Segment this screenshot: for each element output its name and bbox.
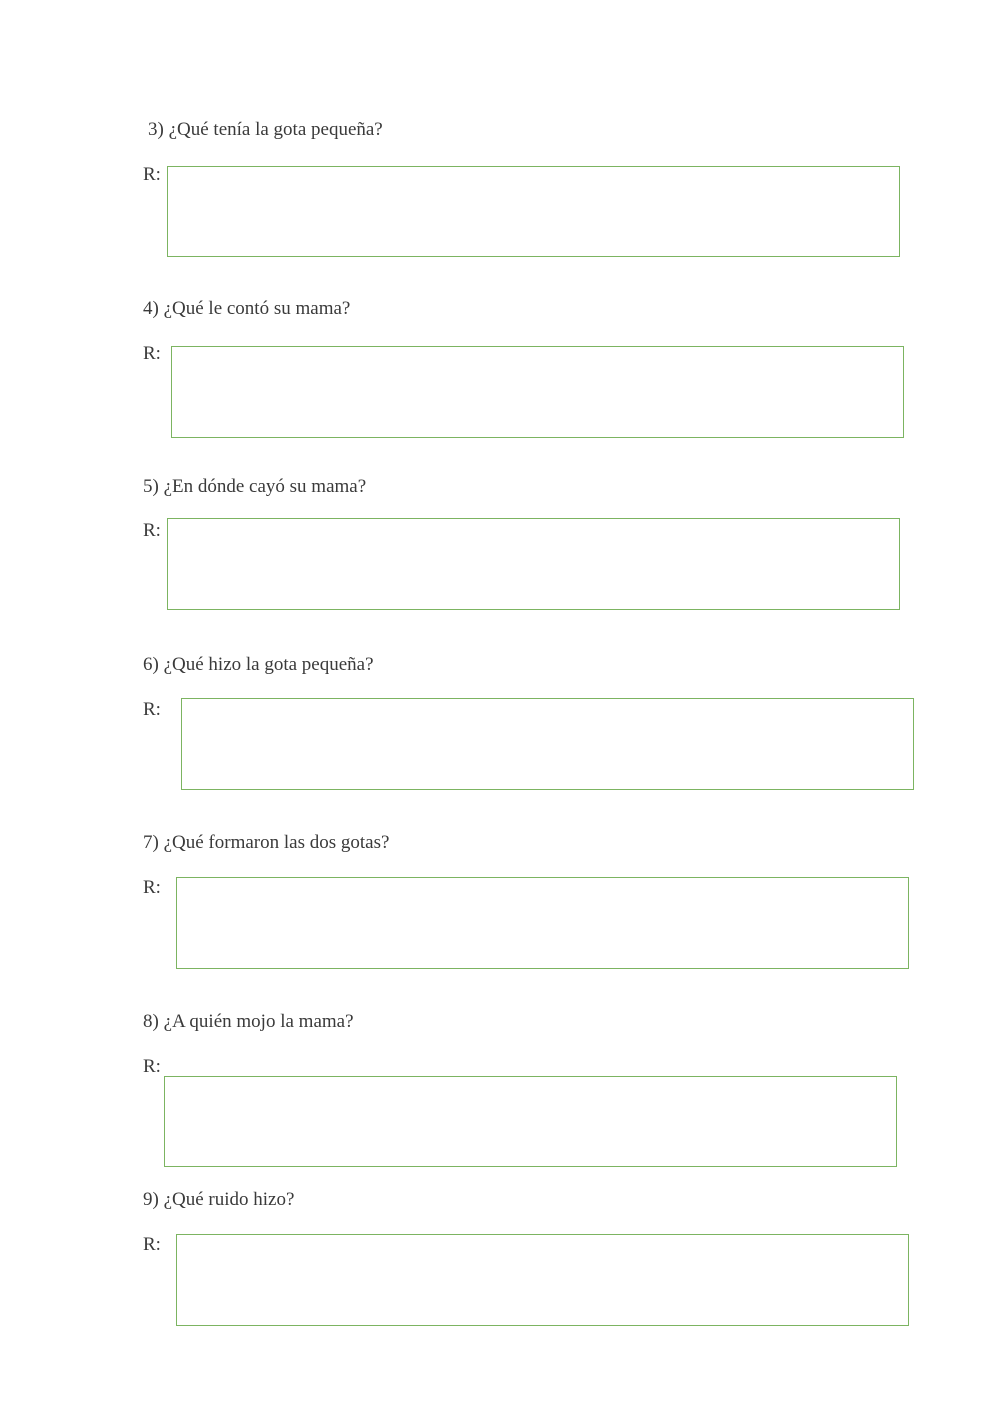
answer-box-4[interactable] — [171, 346, 904, 438]
answer-label-4: R: — [143, 343, 161, 364]
question-4: 4) ¿Qué le contó su mama? — [143, 298, 351, 319]
answer-label-8: R: — [143, 1056, 161, 1077]
question-8: 8) ¿A quién mojo la mama? — [143, 1011, 354, 1032]
question-6: 6) ¿Qué hizo la gota pequeña? — [143, 654, 374, 675]
answer-label-6: R: — [143, 699, 161, 720]
answer-box-5[interactable] — [167, 518, 900, 610]
answer-box-9[interactable] — [176, 1234, 909, 1326]
answer-label-9: R: — [143, 1234, 161, 1255]
answer-label-7: R: — [143, 877, 161, 898]
answer-box-6[interactable] — [181, 698, 914, 790]
answer-box-7[interactable] — [176, 877, 909, 969]
question-5: 5) ¿En dónde cayó su mama? — [143, 476, 367, 497]
question-3: 3) ¿Qué tenía la gota pequeña? — [148, 119, 383, 140]
answer-label-5: R: — [143, 520, 161, 541]
question-7: 7) ¿Qué formaron las dos gotas? — [143, 832, 390, 853]
answer-box-3[interactable] — [167, 166, 900, 257]
answer-box-8[interactable] — [164, 1076, 897, 1167]
question-9: 9) ¿Qué ruido hizo? — [143, 1189, 295, 1210]
answer-label-3: R: — [143, 164, 161, 185]
